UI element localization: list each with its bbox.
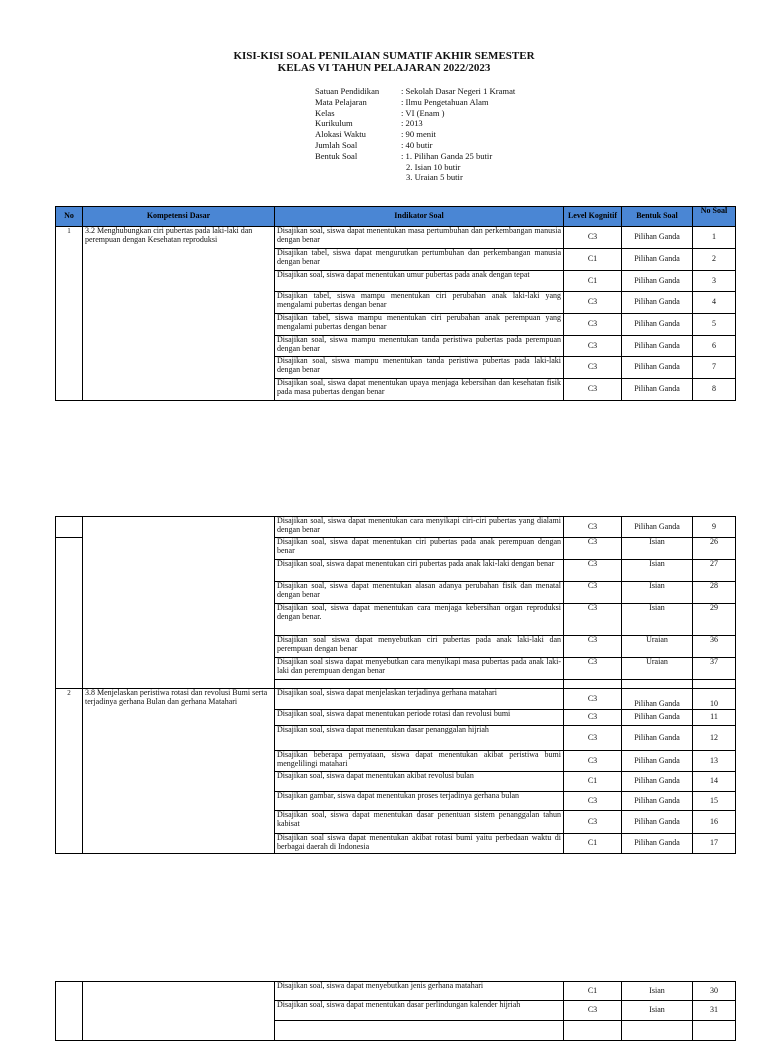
indikator-cell: Disajikan soal, siswa dapat menentukan dasar penentuan sistem penanggalan tahun kabisat [275, 811, 564, 834]
bentuk-cell: Pilihan Ganda [622, 271, 693, 292]
info-row [315, 97, 515, 108]
nosoal-cell: 7 [693, 357, 736, 379]
info-row [315, 108, 515, 119]
info-value: : 90 menit [401, 129, 436, 140]
bentuk-cell: Pilihan Ganda [622, 292, 693, 314]
bentuk-cell: Uraian [622, 658, 693, 680]
level-cell: C3 [564, 811, 622, 834]
bentuk-cell: Isian [622, 560, 693, 582]
bentuk-cell: Pilihan Ganda [622, 689, 693, 710]
spacer-cell [275, 680, 564, 689]
indikator-cell: Disajikan gambar, siswa dapat menentukan proses terjadinya gerhana bulan [275, 792, 564, 811]
nosoal-cell: 13 [693, 751, 736, 772]
info-label: Mata Pelajaran [315, 96, 367, 107]
info-value: : 2013 [401, 118, 423, 129]
kisi-table-part1 [55, 206, 736, 401]
nosoal-cell: 16 [693, 811, 736, 834]
level-cell: C3 [564, 604, 622, 636]
level-cell: C3 [564, 751, 622, 772]
level-cell: C3 [564, 792, 622, 811]
indikator-cell: Disajikan soal siswa dapat menyebutkan ciri pubertas pada anak laki-laki dan perempuan dengan benar [275, 636, 564, 658]
nosoal-cell: 5 [693, 314, 736, 336]
nosoal-cell: 28 [693, 582, 736, 604]
kompetensi-dasar: 3.8 Menjelaskan peristiwa rotasi dan revolusi Bumi serta terjadinya gerhana Bulan dan gerhana Matahari [83, 689, 275, 854]
nosoal-cell: 9 [693, 517, 736, 538]
level-cell: C3 [564, 636, 622, 658]
level-cell: C1 [564, 271, 622, 292]
indikator-cell: Disajikan soal, siswa dapat menentukan ciri pubertas pada anak perempuan dengan benar [275, 538, 564, 560]
nosoal-cell: 2 [693, 249, 736, 271]
info-value: : VI (Enam ) [401, 107, 445, 118]
indikator-cell: Disajikan soal, siswa dapat menentukan ciri pubertas pada anak laki-laki dengan benar [275, 560, 564, 582]
bentuk-cell: Pilihan Ganda [622, 792, 693, 811]
nosoal-cell: 15 [693, 792, 736, 811]
bentuk-cell: Pilihan Ganda [622, 834, 693, 854]
indikator-cell: Disajikan soal siswa dapat menentukan akibat rotasi bumi yaitu perbedaan waktu di berbagai daerah di Indonesia [275, 834, 564, 854]
level-cell: C3 [564, 1001, 622, 1021]
bentuk-isian: 2. Isian 10 butir [406, 161, 461, 172]
level-cell: C3 [564, 538, 622, 560]
level-cell: C3 [564, 517, 622, 538]
indikator-cell: Disajikan tabel, siswa dapat mengurutkan pertumbuhan dan perkembangan manusia dengan benar [275, 249, 564, 271]
bentuk-cell: Pilihan Ganda [622, 726, 693, 751]
info-row [315, 86, 515, 97]
empty-no-cell [56, 538, 83, 689]
level-cell: C3 [564, 357, 622, 379]
table-row [56, 982, 736, 1001]
bentuk-cell: Pilihan Ganda [622, 357, 693, 379]
level-cell: C3 [564, 292, 622, 314]
indikator-cell: Disajikan tabel, siswa mampu menentukan ciri perubahan anak perempuan yang mengalami pubertas dengan benar [275, 314, 564, 336]
info-label: Bentuk Soal [315, 150, 358, 161]
level-cell: C3 [564, 560, 622, 582]
nosoal-cell: 17 [693, 834, 736, 854]
empty-no-cell [56, 982, 83, 1041]
info-row [315, 129, 515, 140]
indikator-cell: Disajikan soal, siswa dapat menentukan upaya menjaga kebersihan dan kesehatan fisik pada masa pubertas dengan benar [275, 379, 564, 401]
table-row [56, 517, 736, 538]
kompetensi-dasar: 3.2 Menghubungkan ciri pubertas pada laki-laki dan perempuan dengan Kesehatan reproduksi [83, 227, 275, 401]
nosoal-cell: 37 [693, 658, 736, 680]
nosoal-cell: 14 [693, 772, 736, 792]
indikator-cell: Disajikan soal, siswa dapat menentukan cara menyikapi ciri-ciri pubertas yang dialami dengan benar [275, 517, 564, 538]
bentuk-cell: Uraian [622, 636, 693, 658]
level-cell: C3 [564, 336, 622, 357]
level-cell: C3 [564, 582, 622, 604]
indikator-cell: Disajikan soal, siswa mampu menentukan tanda peristiwa pubertas pada laki-laki dengan benar [275, 357, 564, 379]
nosoal-cell: 27 [693, 560, 736, 582]
kompetensi-dasar-continued [83, 517, 275, 689]
indikator-cell: Disajikan soal, siswa dapat menyebutkan jenis gerhana matahari [275, 982, 564, 1001]
spacer-cell [564, 680, 622, 689]
bentuk-cell: Pilihan Ganda [622, 517, 693, 538]
level-cell: C3 [564, 658, 622, 680]
nosoal-cell: 4 [693, 292, 736, 314]
header-no: No [56, 207, 83, 227]
level-cell: C3 [564, 227, 622, 249]
info-value: : Ilmu Pengetahuan Alam [401, 96, 489, 107]
info-row [315, 151, 515, 162]
level-cell: C1 [564, 249, 622, 271]
section-number: 2 [56, 689, 83, 854]
indikator-cell: Disajikan soal, siswa dapat menentukan masa pertumbuhan dan perkembangan manusia dengan benar [275, 227, 564, 249]
bentuk-cell: Pilihan Ganda [622, 249, 693, 271]
info-value: : 40 butir [401, 139, 433, 150]
identity-block [315, 86, 515, 183]
bentuk-cell: Isian [622, 1001, 693, 1021]
bentuk-cell: Isian [622, 538, 693, 560]
info-label: Kurikulum [315, 118, 353, 129]
kisi-table-part3 [55, 981, 736, 1041]
indikator-cell: Disajikan soal, siswa dapat menentukan periode rotasi dan revolusi bumi [275, 710, 564, 726]
indikator-cell: Disajikan soal, siswa mampu menentukan tanda peristiwa pubertas pada perempuan dengan benar [275, 336, 564, 357]
nosoal-cell: 1 [693, 227, 736, 249]
nosoal-cell: 11 [693, 710, 736, 726]
info-label: Jumlah Soal [315, 139, 358, 150]
table-row [56, 689, 736, 710]
nosoal-cell: 36 [693, 636, 736, 658]
nosoal-cell: 10 [693, 689, 736, 710]
indikator-cell: Disajikan soal, siswa dapat menentukan cara menjaga kebersihan organ reproduksi dengan benar. [275, 604, 564, 636]
document-title-line2: KELAS VI TAHUN PELAJARAN 2022/2023 [277, 62, 491, 74]
header-bentuk: Bentuk Soal [622, 207, 693, 227]
bentuk-cell: Pilihan Ganda [622, 227, 693, 249]
nosoal-cell: 29 [693, 604, 736, 636]
section-number: 1 [56, 227, 83, 401]
indikator-cell: Disajikan beberapa pernyataan, siswa dapat menentukan akibat peristiwa bumi mengelilingi matahari [275, 751, 564, 772]
bentuk-cell: Isian [622, 582, 693, 604]
bentuk-cell: Pilihan Ganda [622, 314, 693, 336]
level-cell: C3 [564, 379, 622, 401]
nosoal-cell: 12 [693, 726, 736, 751]
level-cell: C3 [564, 314, 622, 336]
info-label: Kelas [315, 107, 335, 118]
empty-no-cell [56, 517, 83, 538]
header-kd: Kompetensi Dasar [83, 207, 275, 227]
nosoal-cell: 30 [693, 982, 736, 1001]
indikator-cell: Disajikan tabel, siswa mampu menentukan ciri perubahan anak laki-laki yang mengalami pubertas dengan benar [275, 292, 564, 314]
document-title-line1: KISI-KISI SOAL PENILAIAN SUMATIF AKHIR SEMESTER [233, 50, 535, 62]
indikator-cell: Disajikan soal, siswa dapat menentukan dasar penanggalan hijriah [275, 726, 564, 751]
indikator-cell: Disajikan soal, siswa dapat menentukan alasan adanya perubahan fisik dan menatal dengan benar [275, 582, 564, 604]
header-indikator: Indikator Soal [275, 207, 564, 227]
nosoal-cell: 31 [693, 1001, 736, 1021]
nosoal-cell: 26 [693, 538, 736, 560]
bentuk-cell: Pilihan Ganda [622, 379, 693, 401]
bentuk-cell: Pilihan Ganda [622, 710, 693, 726]
nosoal-cell: 8 [693, 379, 736, 401]
bentuk-cell: Pilihan Ganda [622, 751, 693, 772]
bentuk-cell: Pilihan Ganda [622, 772, 693, 792]
nosoal-cell: 6 [693, 336, 736, 357]
bentuk-uraian: 3. Uraian 5 butir [406, 172, 463, 183]
info-label: Alokasi Waktu [315, 129, 366, 140]
info-label: Satuan Pendidikan [315, 86, 380, 96]
level-cell: C1 [564, 772, 622, 792]
indikator-cell: Disajikan soal, siswa dapat menentukan dasar perlindungan kalender hijriah [275, 1001, 564, 1021]
table-row [56, 227, 736, 249]
header-level: Level Kognitif [564, 207, 622, 227]
bentuk-cell: Isian [622, 982, 693, 1001]
bentuk-cell: Isian [622, 604, 693, 636]
level-cell: C3 [564, 689, 622, 710]
indikator-cell: Disajikan soal, siswa dapat menjelaskan terjadinya gerhana matahari [275, 689, 564, 710]
info-row [315, 118, 515, 129]
indikator-cell: Disajikan soal siswa dapat menyebutkan cara menyikapi masa pubertas pada anak laki-laki dan perempuan dengan benar [275, 658, 564, 680]
kompetensi-dasar-continued [83, 982, 275, 1041]
spacer-cell [693, 680, 736, 689]
nosoal-cell: 3 [693, 271, 736, 292]
info-value: : 1. Pilihan Ganda 25 butir [401, 150, 493, 161]
level-cell: C1 [564, 834, 622, 854]
info-value: : Sekolah Dasar Negeri 1 Kramat [401, 86, 516, 96]
indikator-cell: Disajikan soal, siswa dapat menentukan akibat revolusi bulan [275, 772, 564, 792]
header-nosoal: No Soal [693, 207, 736, 227]
info-row [315, 140, 515, 151]
kisi-table-part2 [55, 516, 736, 854]
spacer-cell [622, 680, 693, 689]
level-cell: C3 [564, 710, 622, 726]
bentuk-cell: Pilihan Ganda [622, 811, 693, 834]
bentuk-cell: Pilihan Ganda [622, 336, 693, 357]
level-cell: C1 [564, 982, 622, 1001]
level-cell: C3 [564, 726, 622, 751]
indikator-cell: Disajikan soal, siswa dapat menentukan umur pubertas pada anak dengan tepat [275, 271, 564, 292]
